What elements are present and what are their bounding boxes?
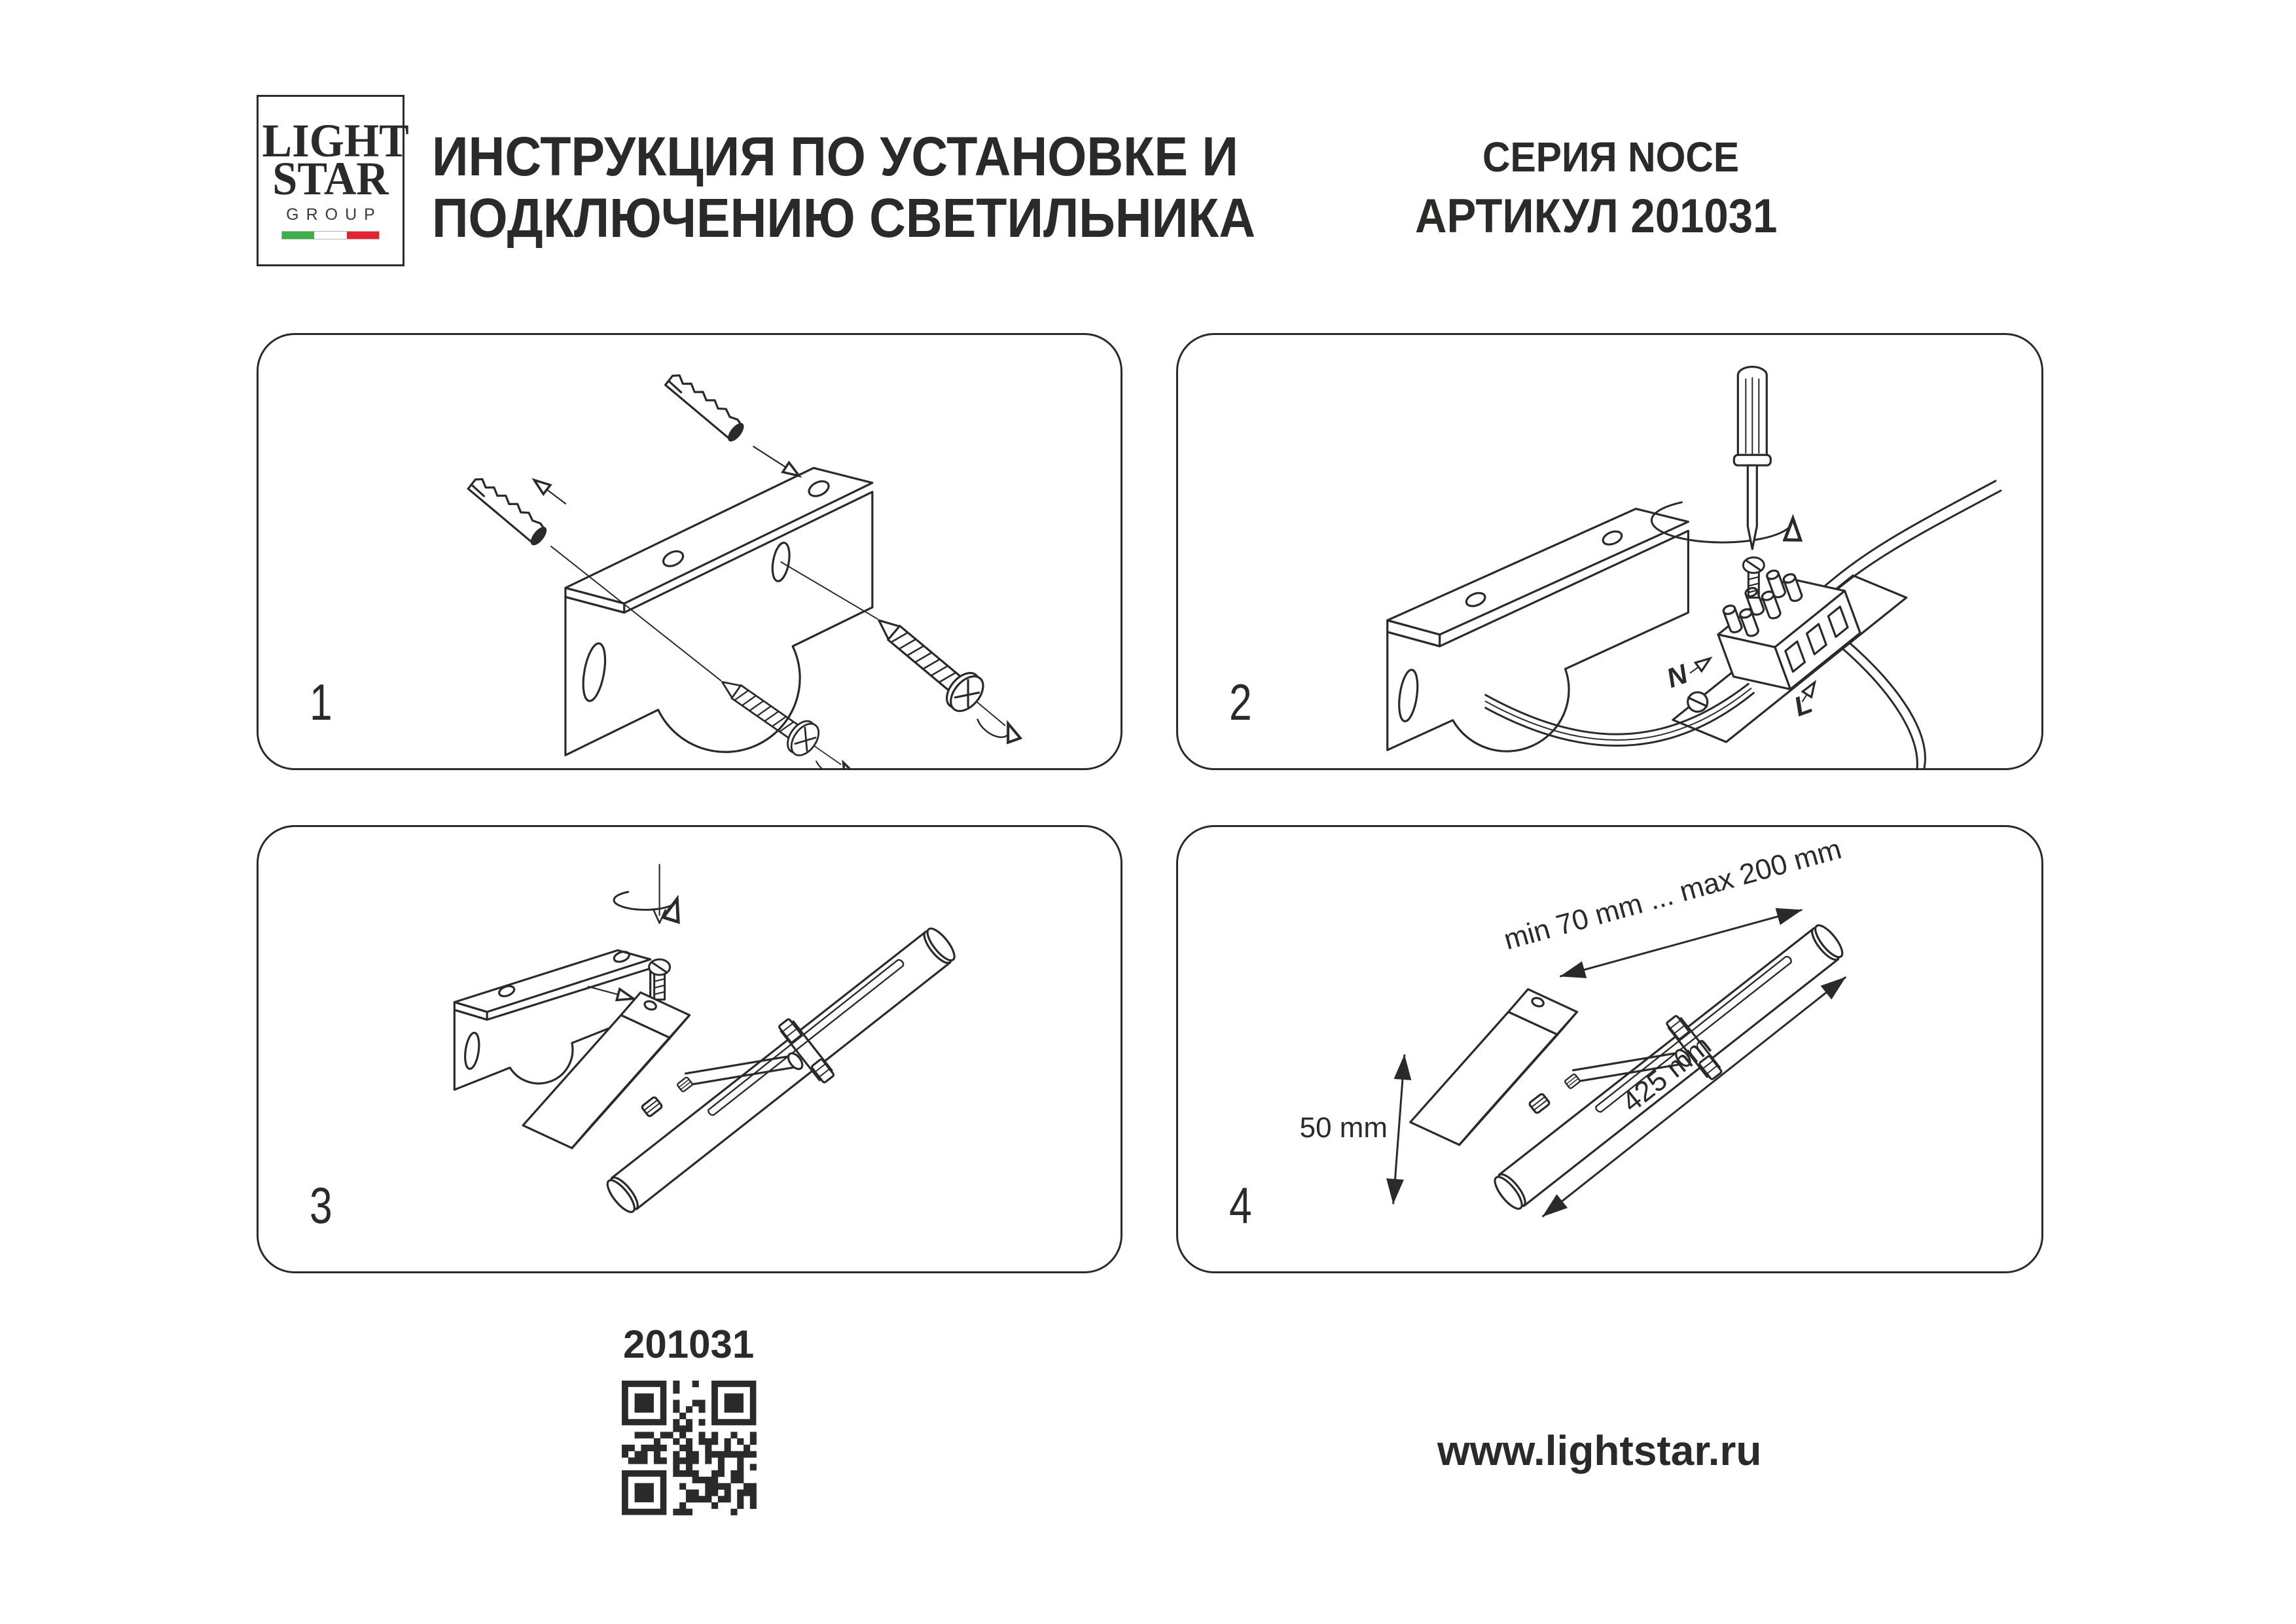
qr-code <box>622 1381 757 1515</box>
article-number: 201031 <box>623 1322 755 1366</box>
wall-plug-icon <box>465 474 550 548</box>
step-number: 1 <box>310 673 332 731</box>
website-link[interactable]: www.lightstar.ru <box>1437 1427 1762 1474</box>
insert-arrow <box>753 446 798 475</box>
step-2-panel <box>1176 333 2043 770</box>
step-1-panel <box>257 333 1122 770</box>
wall-bracket-drawing <box>565 468 872 755</box>
rotate-arrow <box>614 864 677 923</box>
range-dimension-label: min 70 mm ... max 200 mm <box>1500 832 1845 957</box>
height-dimension-label: 50 mm <box>1299 1111 1388 1144</box>
terminal-label-l: L <box>1789 688 1816 722</box>
insert-arrow <box>535 481 565 504</box>
logo-group-text: GROUP <box>286 205 382 224</box>
qr-finder-bottom-left <box>622 1470 666 1515</box>
flag-white <box>314 232 346 239</box>
step-4-panel <box>1176 825 2043 1273</box>
step-3-panel <box>257 825 1122 1273</box>
step3-diagram <box>259 827 1121 1271</box>
flag-red <box>347 232 379 239</box>
page-title <box>432 126 1255 249</box>
terminal-label-n: N <box>1662 658 1692 694</box>
title-line-1: ИНСТРУКЦИЯ ПО УСТАНОВКЕ И <box>432 126 1238 187</box>
wall-plug-icon <box>662 371 748 444</box>
step-number: 3 <box>310 1176 332 1234</box>
lamp-fixture-drawing <box>523 925 959 1216</box>
qr-finder-top-left <box>622 1381 666 1425</box>
italian-flag-icon <box>281 231 380 239</box>
screwdriver-icon <box>1651 367 1793 549</box>
qr-finder-top-right <box>711 1381 756 1425</box>
height-dimension-arrow <box>1393 1055 1405 1203</box>
step4-diagram <box>1178 827 2041 1271</box>
fixing-screw-icon <box>649 959 670 999</box>
step-number: 2 <box>1229 673 1252 731</box>
flag-green <box>282 232 314 239</box>
length-dimension-label: 425 mm <box>1615 1029 1717 1119</box>
screw-icon <box>712 667 857 768</box>
screw-icon <box>866 605 1024 747</box>
article-label: АРТИКУЛ 201031 <box>1415 190 1778 243</box>
logo-light-text: LIGHT <box>262 115 409 167</box>
mount-arrow <box>588 987 632 998</box>
series-label: СЕРИЯ NOCE <box>1482 133 1740 181</box>
step-number: 4 <box>1229 1176 1252 1234</box>
length-dimension-arrow <box>1543 978 1846 1216</box>
terminal-block-drawing <box>1636 531 1935 763</box>
logo-star-text: STAR <box>272 152 389 205</box>
wall-bracket-drawing <box>1388 509 1689 752</box>
step1-diagram <box>259 335 1121 768</box>
title-line-2: ПОДКЛЮЧЕНИЮ СВЕТИЛЬНИКА <box>432 187 1256 249</box>
step2-diagram <box>1178 335 2041 768</box>
rotate-arrow <box>1651 503 1793 542</box>
lightstar-logo <box>257 95 409 266</box>
lamp-fixture-drawing <box>1410 921 1847 1212</box>
